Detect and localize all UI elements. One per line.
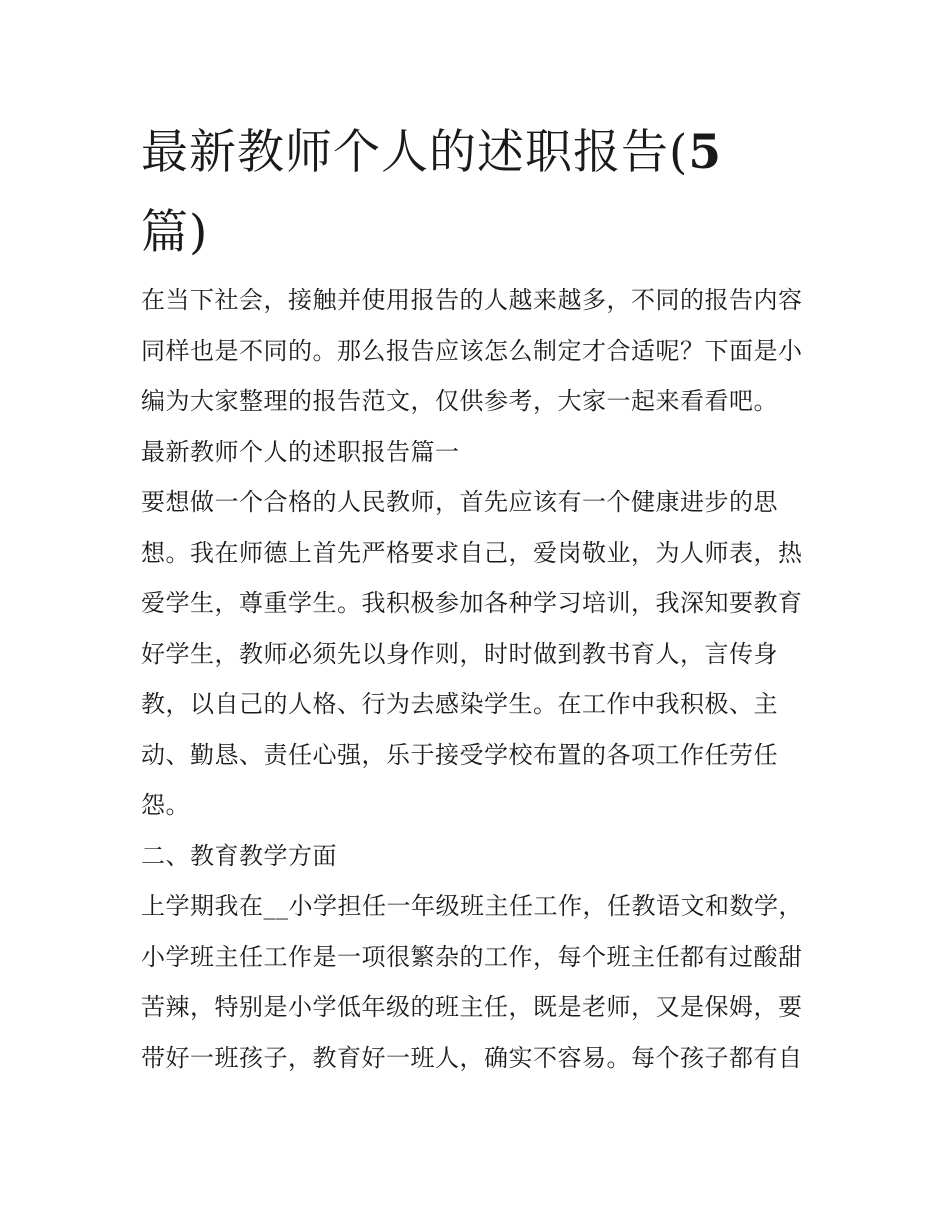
text-line: 二、教育教学方面 xyxy=(141,841,337,870)
title-end-text: 篇) xyxy=(141,205,209,260)
text-line: 编为大家整理的报告范文，仅供参考，大家一起来看看吧。 xyxy=(141,387,778,415)
body-paragraph-1 xyxy=(141,477,816,831)
section-heading-2 xyxy=(141,831,816,882)
body-paragraph-2 xyxy=(141,881,816,1083)
text-line: 小学班主任工作是一项很繁杂的工作，每个班主任都有过酸甜 xyxy=(141,942,803,971)
text-line: 怨。 xyxy=(141,791,190,819)
text-line: 带好一班孩子，教育好一班人，确实不容易。每个孩子都有自 xyxy=(141,1043,803,1072)
text-line: 在当下社会，接触并使用报告的人越来越多，不同的报告内容 xyxy=(141,286,803,314)
text-line: 苦辣，特别是小学低年级的班主任，既是老师，又是保姆，要 xyxy=(141,993,803,1021)
title-main-text: 最新教师个人的述职报告( xyxy=(141,125,689,180)
text-line: 好学生，教师必须先以身作则，时时做到教书育人，言传身 xyxy=(141,639,778,668)
text-line: 动、勤恳、责任心强，乐于接受学校布置的各项工作任劳任 xyxy=(141,740,778,769)
text-line: 最新教师个人的述职报告篇一 xyxy=(141,437,460,466)
text-line: 想。我在师德上首先严格要求自己，爱岗敬业，为人师表，热 xyxy=(141,538,803,567)
document-body xyxy=(141,275,816,1083)
text-line: 教，以自己的人格、行为去感染学生。在工作中我积极、主 xyxy=(141,690,778,718)
text-line: 上学期我在__小学担任一年级班主任工作，任教语文和数学， xyxy=(141,892,803,920)
intro-paragraph xyxy=(141,275,816,427)
section-heading-1 xyxy=(141,427,816,478)
text-line: 要想做一个合格的人民教师，首先应该有一个健康进步的思 xyxy=(141,488,778,516)
title-number: 5 xyxy=(688,125,723,180)
document-title xyxy=(141,113,781,273)
text-line: 爱学生，尊重学生。我积极参加各种学习培训，我深知要教育 xyxy=(141,589,803,617)
text-line: 同样也是不同的。那么报告应该怎么制定才合适呢？下面是小 xyxy=(141,336,803,365)
